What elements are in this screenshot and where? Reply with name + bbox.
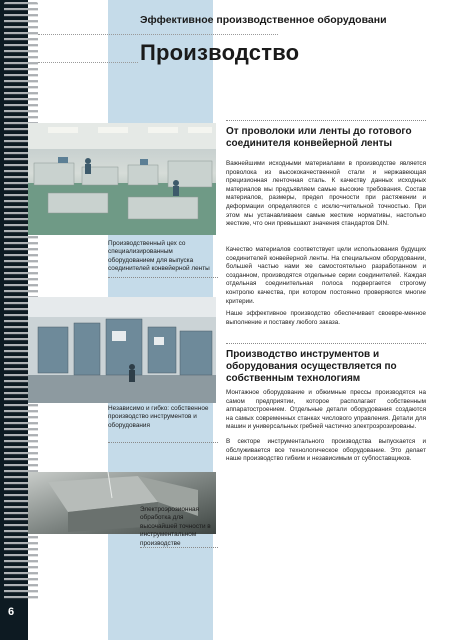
header-subtitle: Эффективное производственное оборудовани (140, 14, 387, 26)
page-number: 6 (8, 606, 15, 618)
section-dotted-rule (226, 343, 426, 344)
section2-paragraph-2: В секторе инструментального производства выпускается и обслуживается все технологическое оборудование. Это делает наше производство гибким и независимым от субпоставщиков. (226, 438, 426, 463)
section1-paragraph-2: Качество материалов соответствует цели использования будущих соединителей конвейерной ленты. На специальном оборудовании, большей частью нами же самостоятельно разработанном и созданном, производятся отдельные серии соединителей. Каждая отдельная соединительная полоса подвергается строгому контролю качества, при котором постоянно проверяются многие критерии. (226, 246, 426, 305)
section1-paragraph-1: Важнейшими исходными материалами в производстве является проволока из высококачественной стали и нержавеющая прецизионная ленточная сталь. К качеству данных исходных материалов мы предъявляем самые высокие требования. Состав материалов, размеры, предел прочности при растяжении и деформации определяются с исклю¬чительной точностью. При этом мы устанавливаем самые жесткие нормативы, настолько жесткие, что они превышают значения стандартов DIN. (226, 160, 426, 228)
section2-heading: Производство инструментов и оборудования осуществляется по собственным технологиям (226, 349, 397, 384)
caption-tool-making: Независимо и гибко: собственное производство инструментов и оборудования (108, 405, 209, 429)
page-title: Производство (140, 40, 300, 65)
caption-dotted-rule (108, 442, 218, 443)
section2-paragraph-1: Монтажное оборудование и обжимные прессы производятся на самом предприятии, которое располагает собственным аппаратостроением. Отдельные детали оборудования создаются на самых современных станках числового управления. Детали для машин и универсальных гребней частично электроэрозированы. (226, 389, 426, 431)
caption-production-hall: Производственный цех со специализированным оборудованием для выпуска соединителей конвейерной ленты (108, 240, 210, 273)
section-dotted-rule (226, 120, 426, 121)
caption-dotted-rule (140, 547, 218, 548)
photo-tool-making (28, 297, 216, 403)
caption-dotted-rule (108, 277, 218, 278)
header-dotted-rule (38, 34, 278, 35)
caption-edm-machining: Электроэрозионная обработка для высочайшей точности в инструментальном производстве (140, 506, 211, 547)
section1-paragraph-3: Наше эффективное производство обеспечивает своевре-менное выполнение и поставку любого заказа. (226, 310, 426, 326)
photo-production-hall (28, 123, 216, 235)
title-dotted-rule (38, 62, 138, 63)
section1-heading: От проволоки или ленты до готового соединителя конвейерной ленты (226, 126, 412, 149)
